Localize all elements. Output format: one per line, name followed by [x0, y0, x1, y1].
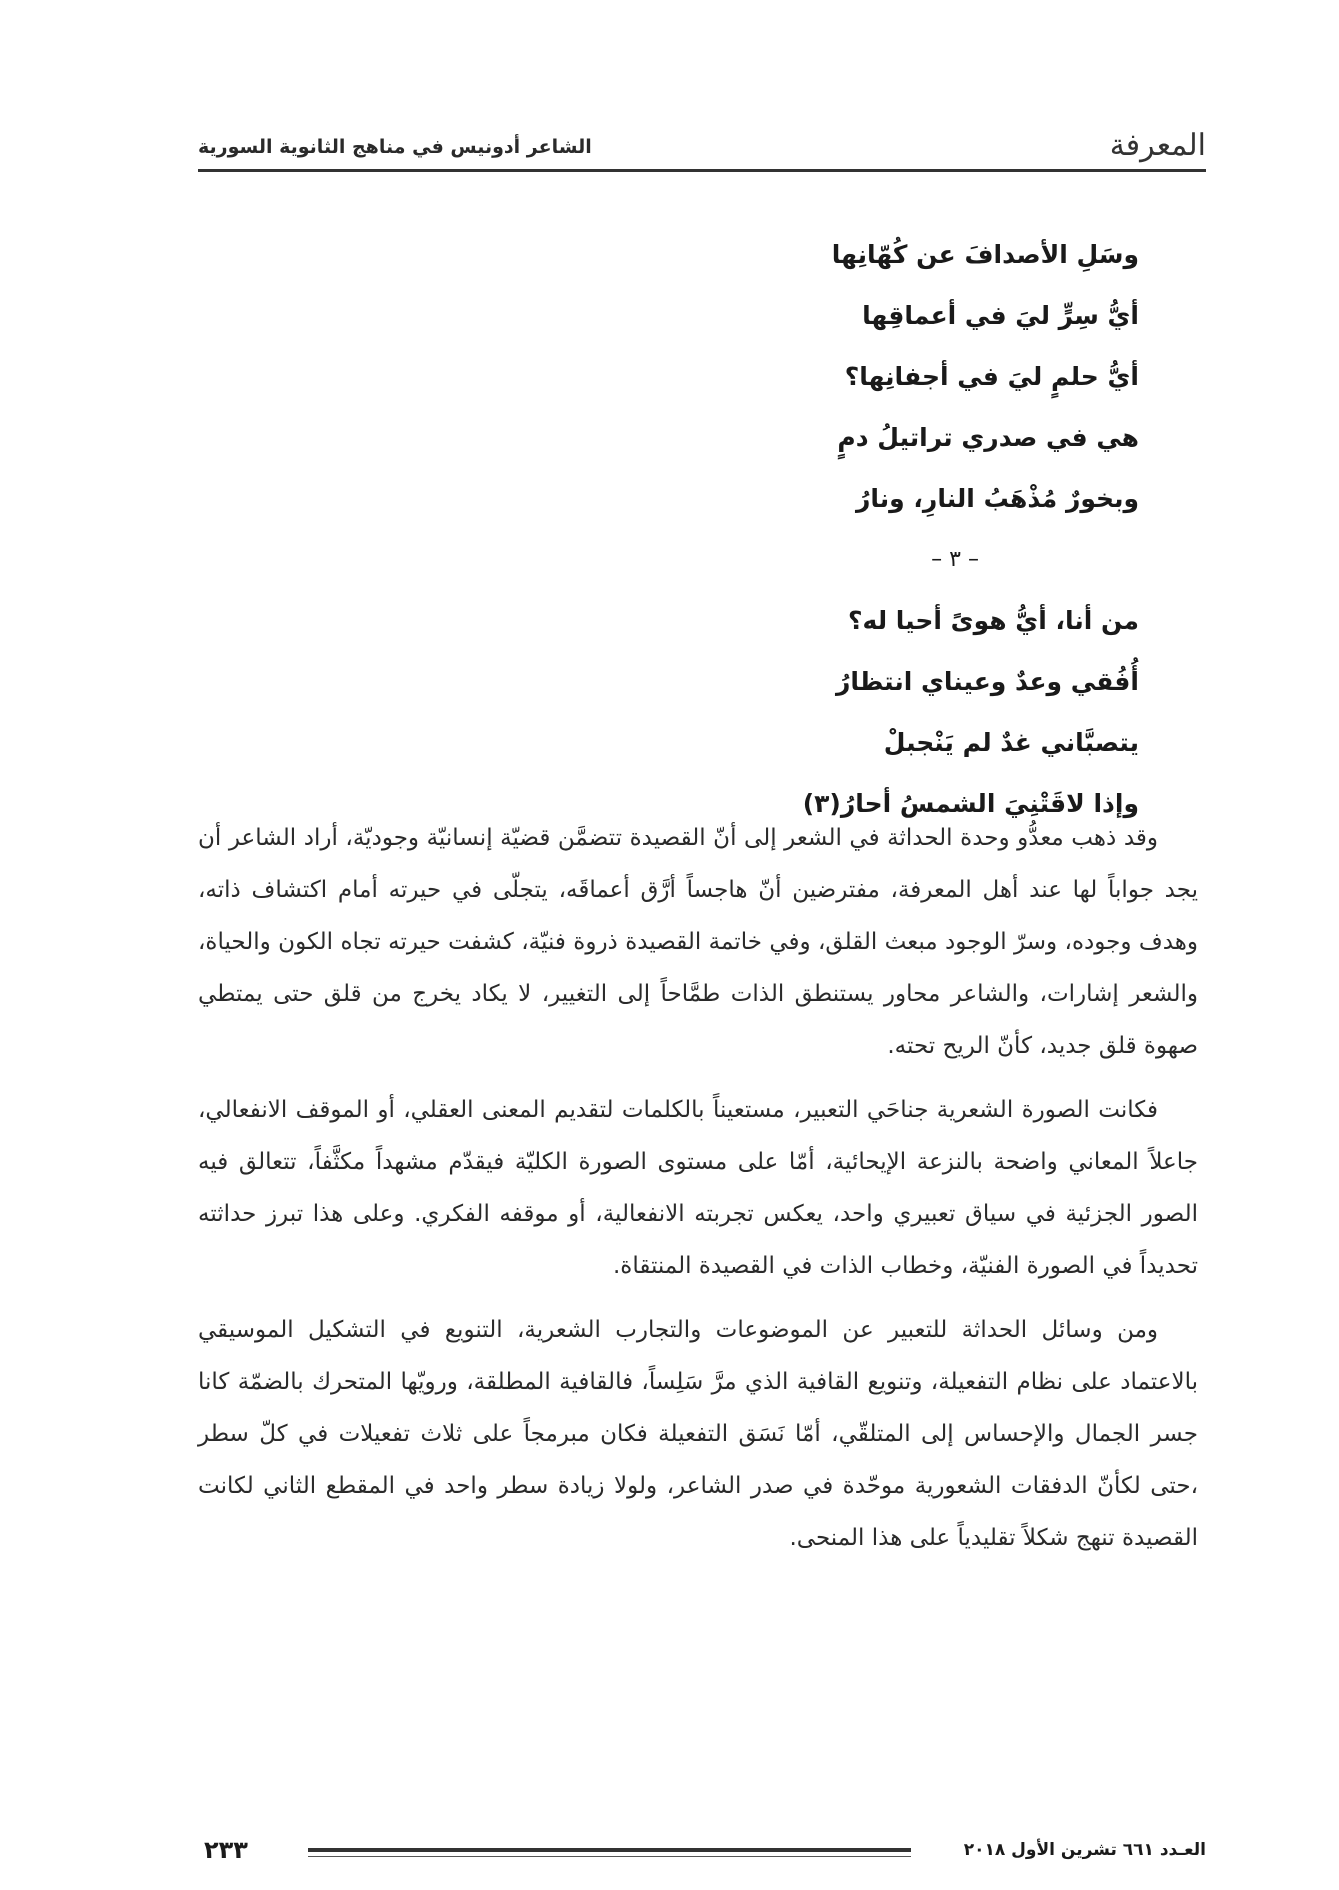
poem-verse: وسَلِ الأصدافَ عن كُهّانِها [831, 240, 1139, 269]
article-body [198, 812, 1198, 1576]
running-title: الشاعر أدونيس في مناهج الثانوية السورية [198, 136, 592, 158]
body-paragraph: ومن وسائل الحداثة للتعبير عن الموضوعات والتجارب الشعرية، التنويع في التشكيل الموسيقي بالاعتماد على نظام التفعيلة، وتنويع القافية الذي مرَّ سَلِساً، فالقافية المطلقة، ورويّها المتحرك بالضمّة كانا جسر الجمال والإحساس إلى المتلقّي، أمّا نَسَق التفعيلة فكان مبرمجاً على ثلاث تفعيلات في كلّ سطر ،حتى لكأنّ الدفقات الشعورية موحّدة في صدر الشاعر، ولولا زيادة سطر واحد في المقطع الثاني لكانت القصيدة تنهج شكلاً تقليدياً على هذا المنحى. [198, 1317, 1198, 1551]
poem-excerpt [539, 224, 1139, 834]
poem-verse: وإذا لاقَتْنِيَ الشمسُ أحارُ(٣) [802, 789, 1139, 818]
poem-verse: وبخورٌ مُذْهَبُ النارِ، ونارُ [856, 484, 1139, 513]
poem-verse: من أنا، أيُّ هوىً أحيا له؟ [848, 606, 1139, 635]
page-header [198, 124, 1206, 172]
body-paragraph: وقد ذهب معدُّو وحدة الحداثة في الشعر إلى أنّ القصيدة تتضمَّن قضيّة إنسانيّة وجوديّة، أراد الشاعر أن يجد جواباً لها عند أهل المعرفة، مفترضين أنّ هاجساً أرَّق أعماقَه، يتجلّى في حيرته أمام اكتشاف ذاته، وهدف وجوده، وسرّ الوجود مبعث القلق، وفي خاتمة القصيدة ذروة فنيّة، كشفت حيرته تجاه الكون والحياة، والشعر إشارات، والشاعر محاور يستنطق الذات طمَّاحاً إلى التغيير، لا يكاد يخرج من قلق حتى يمتطي صهوة قلق جديد، كأنّ الريح تحته. [198, 825, 1198, 1059]
body-paragraph: فكانت الصورة الشعرية جناحَي التعبير، مستعيناً بالكلمات لتقديم المعنى العقلي، أو الموقف الانفعالي، جاعلاً المعاني واضحة بالنزعة الإيحائية، أمّا على مستوى الصورة الكليّة فيقدّم مشهداً مكثَّفاً، تتعالق فيه الصور الجزئية في سياق تعبيري واحد، يعكس تجربته الانفعالية، أو موقفه الفكري. وعلى هذا تبرز حداثته تحديداً في الصورة الفنيّة، وخطاب الذات في القصيدة المنتقاة. [198, 1097, 1198, 1279]
header-rule [198, 169, 1206, 172]
issue-info: العـدد ٦٦١ تشرين الأول ٢٠١٨ [963, 1840, 1206, 1860]
journal-logo: المعرفة [1109, 128, 1206, 163]
footer-rule-thin [308, 1856, 911, 1857]
poem-verse: أُفُقي وعدٌ وعيناي انتظارُ [835, 667, 1139, 696]
page-number: ٢٣٣ [204, 1836, 248, 1864]
poem-verse: يتصبَّاني غدٌ لم يَنْجبلْ [883, 728, 1139, 757]
poem-verse: هي في صدري تراتيلُ دمٍ [837, 423, 1139, 452]
footer-rule [308, 1848, 911, 1852]
poem-section-number: – ٣ – [931, 547, 979, 572]
poem-verse: أيُّ سِرٍّ ليَ في أعماقِها [862, 301, 1139, 330]
poem-verse: أيُّ حلمٍ ليَ في أجفانِها؟ [844, 362, 1139, 391]
page-footer [198, 1836, 1206, 1870]
